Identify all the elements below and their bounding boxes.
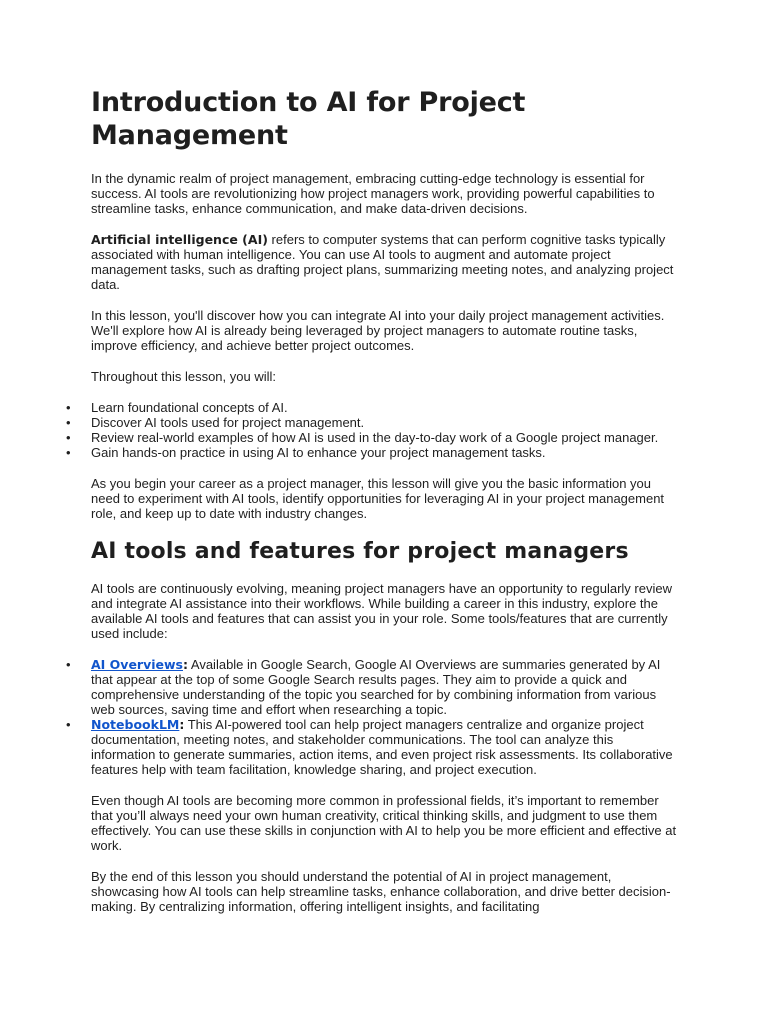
- page-title: Introduction to AI for Project Management: [91, 87, 526, 151]
- tools-intro-paragraph: AI tools are continuously evolving, meaning project managers have an opportunity to regularly review and integrate AI assistance into their workflows. While building a career in this industry, explore the available AI tools and features that can assist you in your role. Some tools/features that are currently used include:: [91, 581, 672, 641]
- ai-definition-text: refers to computer systems that can perform cognitive tasks typically associated with human intelligence. You can use AI tools to augment and automate project management tasks, such as drafting project plans, summarizing meeting notes, and analyzing project data.: [91, 232, 674, 292]
- bullet-icon: •: [66, 445, 71, 460]
- tool-colon: :: [179, 717, 185, 732]
- tool-description: Available in Google Search, Google AI Overviews are summaries generated by AI that appear at the top of some Google Search results pages. They aim to provide a quick and comprehensive understanding of the topic you searched for by combining information from various web sources, saving time and effort when researching a topic.: [91, 657, 661, 717]
- list-item: [66, 657, 681, 717]
- ai-overviews-link[interactable]: AI Overviews: [91, 657, 183, 672]
- list-item-text: Discover AI tools used for project management.: [91, 415, 365, 430]
- bullet-icon: •: [66, 430, 71, 445]
- section-title: AI tools and features for project managers: [91, 539, 629, 564]
- ai-definition-term: Artificial intelligence (AI): [91, 232, 268, 247]
- tool-description: This AI-powered tool can help project managers centralize and organize project documentation, meeting notes, and stakeholder communications. The tool can analyze this information to generate summaries, action items, and even project risk assessments. Its collaborative features help with team facilitation, knowledge sharing, and project execution.: [91, 717, 673, 777]
- list-item: [66, 430, 681, 445]
- document-page: [66, 86, 681, 930]
- tools-list: [66, 657, 681, 777]
- list-item-text: Gain hands-on practice in using AI to enhance your project management tasks.: [91, 445, 546, 460]
- ai-definition-paragraph: [91, 232, 681, 292]
- objectives-list: [66, 400, 681, 460]
- lesson-paragraph: In this lesson, you'll discover how you can integrate AI into your daily project management activities. We'll explore how AI is already being leveraged by project managers to automate routine tasks, improve efficiency, and achieve better project outcomes.: [91, 308, 665, 353]
- list-item: [66, 717, 681, 777]
- notebooklm-link[interactable]: NotebookLM: [91, 717, 180, 732]
- list-item: [66, 415, 681, 430]
- list-item: [66, 400, 681, 415]
- career-paragraph: As you begin your career as a project manager, this lesson will give you the basic information you need to experiment with AI tools, identify opportunities for leveraging AI in your project management role, and keep up to date with industry changes.: [91, 476, 665, 521]
- bullet-icon: •: [66, 657, 71, 672]
- list-item-text: Learn foundational concepts of AI.: [91, 400, 288, 415]
- bullet-icon: •: [66, 415, 71, 430]
- human-skills-paragraph: Even though AI tools are becoming more common in professional fields, it’s important to remember that you’ll always need your own human creativity, critical thinking skills, and judgment to use them effectively. You can use these skills in conjunction with AI to help you be more efficient and effective at work.: [91, 793, 677, 853]
- tool-colon: :: [183, 657, 188, 672]
- list-item-text: Review real-world examples of how AI is used in the day-to-day work of a Google project manager.: [91, 430, 659, 445]
- list-item: [66, 445, 681, 460]
- bullet-icon: •: [66, 717, 71, 732]
- throughout-intro: Throughout this lesson, you will:: [91, 369, 276, 384]
- bullet-icon: •: [66, 400, 71, 415]
- closing-paragraph: By the end of this lesson you should understand the potential of AI in project management, showcasing how AI tools can help streamline tasks, enhance collaboration, and drive better decision-making. By centralizing information, offering intelligent insights, and facilitating: [91, 869, 671, 914]
- intro-paragraph: In the dynamic realm of project management, embracing cutting-edge technology is essential for success. AI tools are revolutionizing how project managers work, providing powerful capabilities to streamline tasks, enhance communication, and make data-driven decisions.: [91, 171, 655, 216]
